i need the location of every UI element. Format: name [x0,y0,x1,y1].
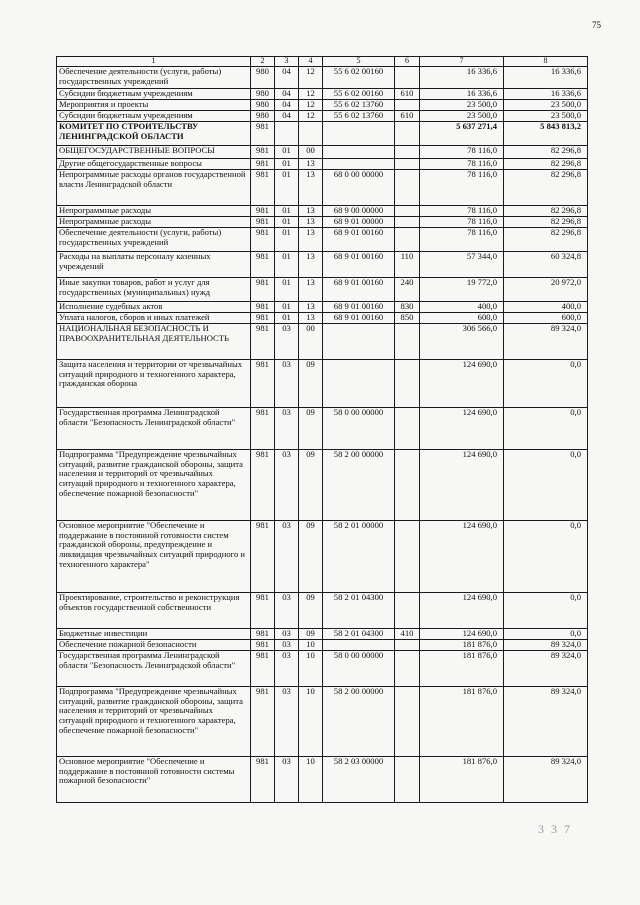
col-header: 8 [504,57,588,67]
row-csr: 68 9 01 00160 [323,228,395,252]
row-vr: 850 [395,313,420,324]
row-pr: 13 [299,278,323,302]
table-row [57,122,588,146]
row-vr [395,593,420,629]
row-rz: 04 [275,111,299,122]
row-pr: 12 [299,111,323,122]
row-csr: 58 2 01 00000 [323,521,395,593]
row-ved: 981 [251,170,275,206]
row-csr: 68 9 01 00160 [323,278,395,302]
row-csr: 55 6 02 13760 [323,111,395,122]
row-amount-2: 600,0 [504,313,588,324]
table-row [57,302,588,313]
table-row [57,228,588,252]
row-name: Субсидии бюджетным учреждениям [57,111,251,122]
row-name: Подпрограмма "Предупреждение чрезвычайных ситуаций, развитие гражданской обороны, защита населения и территорий от чрезвычайных ситуаций природного и техногенного характера, обеспечение пожарной безопасности" [57,450,251,521]
row-pr: 09 [299,360,323,408]
row-csr: 68 9 01 00160 [323,313,395,324]
row-amount-1: 78 116,0 [420,206,504,217]
row-name: Расходы на выплаты персоналу казенных учреждений [57,252,251,278]
row-ved: 981 [251,629,275,640]
row-vr [395,159,420,170]
table-row [57,146,588,159]
row-csr: 55 6 02 00160 [323,89,395,100]
row-csr: 58 2 01 04300 [323,629,395,640]
row-ved: 981 [251,122,275,146]
row-amount-2: 0,0 [504,450,588,521]
row-name: Государственная программа Ленинградской области "Безопасность Ленинградской области" [57,408,251,450]
row-amount-1: 124 690,0 [420,360,504,408]
row-ved: 981 [251,324,275,360]
col-header: 1 [57,57,251,67]
row-vr: 110 [395,252,420,278]
row-ved: 981 [251,450,275,521]
row-name: Исполнение судебных актов [57,302,251,313]
table-row [57,217,588,228]
row-name: Мероприятия и проекты [57,100,251,111]
row-amount-2: 89 324,0 [504,687,588,757]
row-amount-2: 89 324,0 [504,324,588,360]
row-name: Обеспечение деятельности (услуги, работы) государственных учреждений [57,67,251,89]
row-amount-2: 82 296,8 [504,228,588,252]
row-rz: 04 [275,89,299,100]
row-rz: 01 [275,170,299,206]
row-vr [395,757,420,803]
row-name: Субсидии бюджетным учреждениям [57,89,251,100]
row-csr: 58 2 00 00000 [323,450,395,521]
row-ved: 980 [251,89,275,100]
table-row [57,111,588,122]
row-rz: 03 [275,687,299,757]
row-amount-2: 82 296,8 [504,170,588,206]
row-name: КОМИТЕТ ПО СТРОИТЕЛЬСТВУ ЛЕНИНГРАДСКОЙ ОБЛАСТИ [57,122,251,146]
row-amount-1: 181 876,0 [420,757,504,803]
row-pr: 13 [299,313,323,324]
row-rz: 04 [275,67,299,89]
table-row [57,687,588,757]
row-csr [323,159,395,170]
row-vr [395,206,420,217]
row-vr [395,217,420,228]
table-row [57,278,588,302]
row-csr: 55 6 02 00160 [323,67,395,89]
row-vr [395,651,420,687]
table-row [57,89,588,100]
row-amount-2: 89 324,0 [504,651,588,687]
table-row [57,252,588,278]
row-vr [395,170,420,206]
row-ved: 981 [251,302,275,313]
row-amount-2: 89 324,0 [504,757,588,803]
row-vr [395,146,420,159]
header-row [57,57,588,67]
table-row [57,159,588,170]
table-row [57,206,588,217]
row-pr: 10 [299,651,323,687]
row-amount-2: 23 500,0 [504,100,588,111]
col-header: 2 [251,57,275,67]
row-rz: 03 [275,360,299,408]
row-name: ОБЩЕГОСУДАРСТВЕННЫЕ ВОПРОСЫ [57,146,251,159]
row-amount-2: 0,0 [504,629,588,640]
row-vr [395,324,420,360]
table-row [57,757,588,803]
row-rz: 01 [275,278,299,302]
row-pr: 09 [299,450,323,521]
row-vr: 610 [395,111,420,122]
row-name: Обеспечение пожарной безопасности [57,640,251,651]
row-name: Основное мероприятие "Обеспечение и поддержание в постоянной готовности систем гражданской обороны, предупреждение и ликвидация чрезвычайных ситуаций природного и техногенного характера" [57,521,251,593]
row-amount-1: 16 336,6 [420,89,504,100]
row-ved: 981 [251,146,275,159]
row-ved: 980 [251,67,275,89]
table-row [57,313,588,324]
row-name: Уплата налогов, сборов и иных платежей [57,313,251,324]
col-header: 7 [420,57,504,67]
row-amount-2: 400,0 [504,302,588,313]
row-csr [323,324,395,360]
row-csr: 68 9 01 00000 [323,217,395,228]
row-amount-1: 23 500,0 [420,111,504,122]
row-ved: 981 [251,206,275,217]
row-ved: 981 [251,217,275,228]
row-vr [395,408,420,450]
col-header: 4 [299,57,323,67]
row-amount-1: 16 336,6 [420,67,504,89]
row-amount-2: 0,0 [504,360,588,408]
row-pr: 09 [299,521,323,593]
row-vr: 240 [395,278,420,302]
table-row [57,521,588,593]
row-csr: 58 0 00 00000 [323,408,395,450]
row-ved: 981 [251,593,275,629]
row-ved: 981 [251,687,275,757]
row-csr: 55 6 02 13760 [323,100,395,111]
col-header: 5 [323,57,395,67]
row-pr: 13 [299,228,323,252]
row-name: Основное мероприятие "Обеспечение и поддержание в постоянной готовности системы пожарной безопасности" [57,757,251,803]
row-amount-1: 57 344,0 [420,252,504,278]
row-rz: 01 [275,206,299,217]
row-amount-2: 16 336,6 [504,67,588,89]
row-rz: 03 [275,324,299,360]
table-row [57,408,588,450]
row-amount-1: 306 566,0 [420,324,504,360]
row-rz: 03 [275,408,299,450]
row-vr [395,640,420,651]
row-vr: 610 [395,89,420,100]
row-csr: 68 9 01 00160 [323,302,395,313]
row-csr: 68 9 01 00160 [323,252,395,278]
row-ved: 981 [251,521,275,593]
row-csr: 68 0 00 00000 [323,170,395,206]
row-name: Непрограммные расходы [57,206,251,217]
row-amount-2: 16 336,6 [504,89,588,100]
row-ved: 981 [251,360,275,408]
table-row [57,170,588,206]
row-name: Бюджетные инвестиции [57,629,251,640]
row-name: Обеспечение деятельности (услуги, работы) государственных учреждений [57,228,251,252]
row-vr [395,67,420,89]
row-amount-1: 78 116,0 [420,228,504,252]
row-vr [395,360,420,408]
row-pr: 09 [299,593,323,629]
row-amount-1: 19 772,0 [420,278,504,302]
row-amount-2: 60 324,8 [504,252,588,278]
row-amount-1: 78 116,0 [420,217,504,228]
row-vr [395,687,420,757]
row-pr: 12 [299,89,323,100]
row-rz: 03 [275,450,299,521]
row-rz: 01 [275,302,299,313]
row-rz: 03 [275,521,299,593]
row-name: Непрограммные расходы [57,217,251,228]
row-amount-1: 124 690,0 [420,450,504,521]
row-amount-2: 5 843 813,2 [504,122,588,146]
table-row [57,100,588,111]
row-ved: 981 [251,651,275,687]
row-rz: 01 [275,313,299,324]
table-row [57,629,588,640]
row-pr: 13 [299,159,323,170]
row-name: Другие общегосударственные вопросы [57,159,251,170]
row-csr: 58 2 00 00000 [323,687,395,757]
row-csr: 58 2 01 04300 [323,593,395,629]
row-vr: 830 [395,302,420,313]
row-pr: 13 [299,252,323,278]
row-amount-2: 82 296,8 [504,159,588,170]
row-amount-2: 0,0 [504,521,588,593]
row-amount-1: 78 116,0 [420,170,504,206]
col-header: 6 [395,57,420,67]
row-amount-1: 124 690,0 [420,593,504,629]
row-ved: 981 [251,228,275,252]
row-pr: 12 [299,100,323,111]
row-ved: 981 [251,640,275,651]
row-ved: 981 [251,313,275,324]
row-ved: 981 [251,278,275,302]
row-rz: 01 [275,159,299,170]
row-pr: 09 [299,629,323,640]
row-rz [275,122,299,146]
row-name: Государственная программа Ленинградской области "Безопасность Ленинградской области" [57,651,251,687]
row-rz: 03 [275,757,299,803]
row-ved: 981 [251,159,275,170]
row-pr: 13 [299,217,323,228]
row-name: Защита населения и территории от чрезвычайных ситуаций природного и техногенного характера, гражданская оборона [57,360,251,408]
row-amount-1: 78 116,0 [420,146,504,159]
row-amount-2: 89 324,0 [504,640,588,651]
row-csr: 58 0 00 00000 [323,651,395,687]
row-amount-1: 181 876,0 [420,651,504,687]
row-amount-1: 600,0 [420,313,504,324]
row-ved: 981 [251,408,275,450]
row-vr: 410 [395,629,420,640]
row-pr: 00 [299,146,323,159]
table-row [57,651,588,687]
row-name: Непрограммные расходы органов государственной власти Ленинградской области [57,170,251,206]
table-row [57,640,588,651]
row-vr [395,450,420,521]
row-amount-2: 82 296,8 [504,146,588,159]
table-row [57,67,588,89]
row-rz: 03 [275,629,299,640]
row-csr [323,360,395,408]
row-amount-2: 23 500,0 [504,111,588,122]
row-rz: 03 [275,651,299,687]
table-row [57,360,588,408]
row-csr: 58 2 03 00000 [323,757,395,803]
row-ved: 980 [251,111,275,122]
table-row [57,450,588,521]
row-pr: 13 [299,302,323,313]
row-amount-1: 5 637 271,4 [420,122,504,146]
row-pr: 00 [299,324,323,360]
row-csr [323,146,395,159]
row-amount-1: 124 690,0 [420,408,504,450]
col-header: 3 [275,57,299,67]
row-amount-2: 0,0 [504,593,588,629]
row-amount-2: 82 296,8 [504,206,588,217]
row-vr [395,122,420,146]
row-rz: 01 [275,228,299,252]
row-pr: 09 [299,408,323,450]
row-rz: 03 [275,593,299,629]
row-amount-2: 82 296,8 [504,217,588,228]
row-amount-1: 400,0 [420,302,504,313]
faded-stamp: 3 3 7 [538,822,572,836]
row-rz: 01 [275,252,299,278]
row-amount-2: 20 972,0 [504,278,588,302]
row-ved: 981 [251,252,275,278]
row-pr: 12 [299,67,323,89]
row-pr: 13 [299,206,323,217]
row-rz: 01 [275,146,299,159]
row-amount-1: 124 690,0 [420,521,504,593]
row-csr: 68 9 00 00000 [323,206,395,217]
row-vr [395,521,420,593]
row-csr [323,640,395,651]
row-name: Подпрограмма "Предупреждение чрезвычайных ситуаций, развитие гражданской обороны, защита населения и территорий от чрезвычайных ситуаций природного и техногенного характера, обеспечение пожарной безопасности" [57,687,251,757]
row-ved: 980 [251,100,275,111]
row-name: НАЦИОНАЛЬНАЯ БЕЗОПАСНОСТЬ И ПРАВООХРАНИТЕЛЬНАЯ ДЕЯТЕЛЬНОСТЬ [57,324,251,360]
row-rz: 04 [275,100,299,111]
row-pr: 10 [299,687,323,757]
row-pr [299,122,323,146]
row-rz: 03 [275,640,299,651]
table-body [57,67,588,803]
row-name: Иные закупки товаров, работ и услуг для государственных (муниципальных) нужд [57,278,251,302]
row-pr: 10 [299,757,323,803]
row-amount-2: 0,0 [504,408,588,450]
row-amount-1: 124 690,0 [420,629,504,640]
row-vr [395,100,420,111]
page-number: 75 [592,20,601,30]
row-rz: 01 [275,217,299,228]
row-amount-1: 181 876,0 [420,640,504,651]
row-amount-1: 181 876,0 [420,687,504,757]
row-amount-1: 23 500,0 [420,100,504,111]
row-name: Проектирование, строительство и реконструкция объектов государственной собственности [57,593,251,629]
table-row [57,593,588,629]
row-csr [323,122,395,146]
row-ved: 981 [251,757,275,803]
row-pr: 13 [299,170,323,206]
row-vr [395,228,420,252]
row-amount-1: 78 116,0 [420,159,504,170]
budget-table [56,56,588,803]
table-row [57,324,588,360]
row-pr: 10 [299,640,323,651]
